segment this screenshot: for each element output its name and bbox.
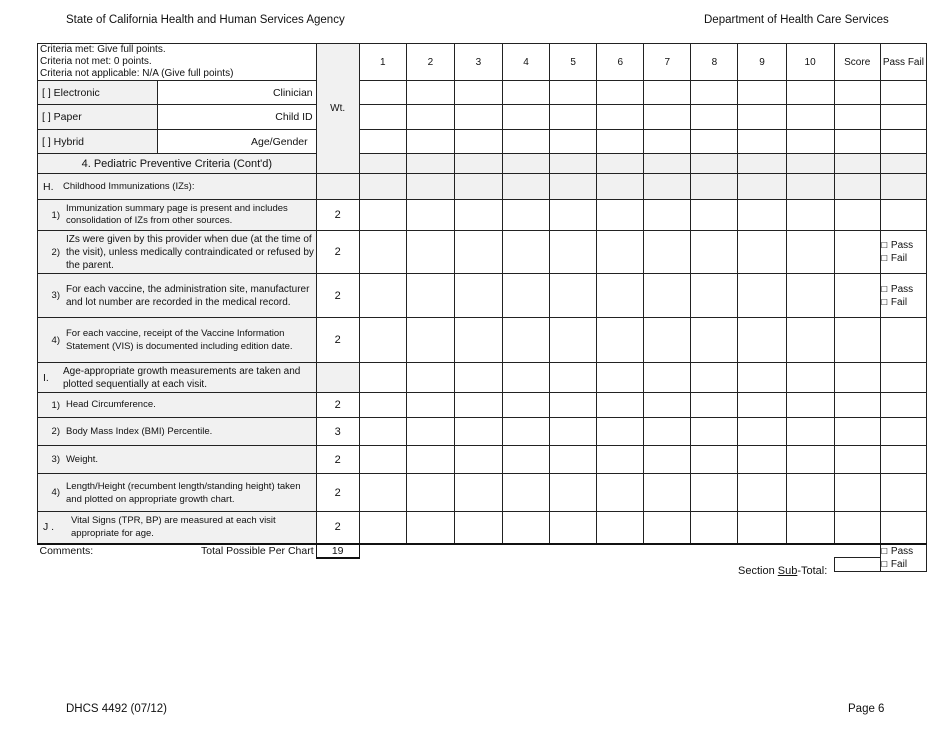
- criteria-text: 4) For each vaccine, receipt of the Vaccine Information Statement (VIS) is documented including edition date.: [38, 318, 317, 363]
- section-title: 4. Pediatric Preventive Criteria (Cont'd): [38, 154, 317, 174]
- weight-value: 3: [316, 418, 359, 446]
- criteria-legend: Criteria met: Give full points. Criteria not met: 0 points. Criteria not applicable: N/A (Give full points): [38, 44, 317, 81]
- cell[interactable]: [880, 130, 926, 154]
- shaded-cell: [550, 154, 597, 174]
- cell[interactable]: [503, 231, 550, 274]
- clinician-field[interactable]: Clinician: [158, 81, 316, 105]
- cell[interactable]: [880, 200, 926, 231]
- cell[interactable]: [597, 512, 644, 544]
- cell[interactable]: [406, 418, 454, 446]
- shaded-cell: [786, 154, 834, 174]
- cell[interactable]: [834, 130, 880, 154]
- cell[interactable]: [550, 446, 597, 474]
- cell[interactable]: [786, 474, 834, 512]
- criteria-text: 4) Length/Height (recumbent length/standing height) taken and plotted on appropriate growth chart.: [38, 474, 317, 512]
- cell[interactable]: [738, 446, 786, 474]
- chart-col-6: 6: [597, 44, 644, 81]
- cell[interactable]: [786, 200, 834, 231]
- cell[interactable]: [786, 274, 834, 318]
- cell[interactable]: [738, 318, 786, 363]
- cell[interactable]: [597, 363, 644, 393]
- child-id-field[interactable]: Child ID: [158, 105, 316, 130]
- criteria-row: [38, 418, 927, 446]
- criteria-row: [38, 200, 927, 231]
- cell[interactable]: [454, 318, 502, 363]
- cell[interactable]: [503, 130, 550, 154]
- shaded-cell: [316, 174, 359, 200]
- cell[interactable]: [834, 231, 880, 274]
- department-name: Department of Health Care Services: [704, 14, 889, 26]
- cell[interactable]: [454, 130, 502, 154]
- cell[interactable]: [786, 81, 834, 105]
- shaded-cell: [406, 174, 454, 200]
- cell[interactable]: [359, 274, 406, 318]
- cell[interactable]: [406, 81, 454, 105]
- cell[interactable]: [550, 363, 597, 393]
- cell[interactable]: [691, 418, 738, 446]
- record-type-paper[interactable]: [ ] Paper: [38, 105, 158, 130]
- cell[interactable]: [550, 474, 597, 512]
- cell[interactable]: [880, 105, 926, 130]
- group-j-row: [38, 512, 927, 544]
- cell[interactable]: [359, 130, 406, 154]
- criteria-row: [38, 474, 927, 512]
- section-title-row: [38, 154, 927, 174]
- cell[interactable]: [691, 474, 738, 512]
- cell[interactable]: [691, 318, 738, 363]
- cell[interactable]: [406, 130, 454, 154]
- cell[interactable]: [359, 200, 406, 231]
- cell[interactable]: [786, 318, 834, 363]
- group-j-heading: J . Vital Signs (TPR, BP) are measured at each visit appropriate for age.: [38, 512, 317, 544]
- shaded-cell: [691, 154, 738, 174]
- cell[interactable]: [359, 105, 406, 130]
- shaded-cell: [597, 174, 644, 200]
- shaded-cell: [644, 174, 691, 200]
- cell[interactable]: [834, 318, 880, 363]
- shaded-cell: [316, 363, 359, 393]
- cell[interactable]: [644, 418, 691, 446]
- cell[interactable]: [454, 274, 502, 318]
- cell[interactable]: [454, 512, 502, 544]
- fail-checkbox[interactable]: ☐ Fail: [880, 253, 908, 264]
- shaded-cell: [550, 174, 597, 200]
- weight-value: 2: [316, 446, 359, 474]
- cell[interactable]: [644, 231, 691, 274]
- pass-fail-checkboxes[interactable]: [880, 231, 926, 274]
- electronic-row: [38, 81, 927, 105]
- cell[interactable]: [738, 418, 786, 446]
- criteria-text: 3) For each vaccine, the administration site, manufacturer and lot number are recorded in the medical record.: [38, 274, 317, 318]
- cell[interactable]: [738, 274, 786, 318]
- shaded-cell: [738, 154, 786, 174]
- cell[interactable]: [834, 418, 880, 446]
- criteria-row: [38, 318, 927, 363]
- cell[interactable]: [503, 363, 550, 393]
- shaded-cell: [738, 174, 786, 200]
- pass-checkbox[interactable]: ☐ Pass: [880, 283, 914, 295]
- shaded-cell: [880, 154, 926, 174]
- cell[interactable]: [503, 418, 550, 446]
- criteria-row: [38, 231, 927, 274]
- cell[interactable]: [834, 81, 880, 105]
- cell[interactable]: [454, 105, 502, 130]
- page-number: Page 6: [848, 703, 885, 715]
- cell[interactable]: [597, 274, 644, 318]
- cell[interactable]: [597, 81, 644, 105]
- cell[interactable]: [597, 474, 644, 512]
- cell[interactable]: [597, 231, 644, 274]
- cell[interactable]: [503, 274, 550, 318]
- shaded-cell: [454, 174, 502, 200]
- cell[interactable]: [834, 105, 880, 130]
- cell[interactable]: [597, 105, 644, 130]
- cell[interactable]: [786, 393, 834, 418]
- chart-col-4: 4: [503, 44, 550, 81]
- chart-col-9: 9: [738, 44, 786, 81]
- totals-row: [38, 544, 927, 558]
- shaded-cell: [834, 174, 880, 200]
- shaded-cell: [359, 154, 406, 174]
- cell[interactable]: [786, 418, 834, 446]
- cell[interactable]: [454, 474, 502, 512]
- criteria-row: [38, 393, 927, 418]
- section-subtotal-label: Section Sub-Total:: [738, 565, 828, 577]
- cell[interactable]: [597, 446, 644, 474]
- record-type-hybrid[interactable]: [ ] Hybrid: [38, 130, 158, 154]
- cell[interactable]: [359, 393, 406, 418]
- record-type-electronic[interactable]: [ ] Electronic: [38, 81, 158, 105]
- weight-value: 2: [316, 474, 359, 512]
- chart-col-3: 3: [454, 44, 502, 81]
- cell[interactable]: [691, 393, 738, 418]
- cell[interactable]: [644, 474, 691, 512]
- subtotal-pass-fail[interactable]: [880, 544, 926, 572]
- shaded-cell: [503, 154, 550, 174]
- cell[interactable]: [738, 130, 786, 154]
- cell[interactable]: [786, 363, 834, 393]
- criteria-row: [38, 446, 927, 474]
- cell[interactable]: [691, 130, 738, 154]
- weight-value: 2: [316, 231, 359, 274]
- age-gender-field[interactable]: Age/Gender: [158, 130, 316, 154]
- shaded-cell: [406, 154, 454, 174]
- shaded-cell: [503, 174, 550, 200]
- cell[interactable]: [406, 274, 454, 318]
- weight-value: 2: [316, 512, 359, 544]
- cell[interactable]: [644, 363, 691, 393]
- cell[interactable]: [738, 200, 786, 231]
- cell[interactable]: [834, 512, 880, 544]
- form-id: DHCS 4492 (07/12): [66, 703, 167, 715]
- cell[interactable]: [834, 474, 880, 512]
- cell[interactable]: [550, 512, 597, 544]
- cell[interactable]: [880, 418, 926, 446]
- cell[interactable]: [880, 81, 926, 105]
- cell[interactable]: [503, 474, 550, 512]
- cell[interactable]: [503, 393, 550, 418]
- cell[interactable]: [597, 130, 644, 154]
- comments-label: Comments:: [39, 545, 94, 558]
- subtotal-input[interactable]: [834, 558, 880, 571]
- weight-value: 2: [316, 318, 359, 363]
- cell[interactable]: [550, 81, 597, 105]
- cell[interactable]: [597, 393, 644, 418]
- header-row: [38, 44, 927, 81]
- chart-col-7: 7: [644, 44, 691, 81]
- hybrid-row: [38, 130, 927, 154]
- chart-col-10: 10: [786, 44, 834, 81]
- cell[interactable]: [644, 274, 691, 318]
- fail-checkbox[interactable]: ☐ Fail: [880, 296, 908, 308]
- cell[interactable]: [691, 512, 738, 544]
- cell[interactable]: [786, 130, 834, 154]
- spacer: [38, 558, 835, 571]
- shaded-cell: [644, 154, 691, 174]
- weight-header: Wt.: [316, 44, 359, 174]
- cell[interactable]: [550, 418, 597, 446]
- cell[interactable]: [880, 318, 926, 363]
- paper-row: [38, 105, 927, 130]
- chart-col-1: 1: [359, 44, 406, 81]
- cell[interactable]: [359, 231, 406, 274]
- criteria-text: 1) Head Circumference.: [38, 393, 317, 418]
- cell[interactable]: [550, 393, 597, 418]
- cell[interactable]: [359, 418, 406, 446]
- cell[interactable]: [406, 474, 454, 512]
- cell[interactable]: [406, 393, 454, 418]
- cell[interactable]: [786, 512, 834, 544]
- chart-col-5: 5: [550, 44, 597, 81]
- cell[interactable]: [454, 363, 502, 393]
- cell[interactable]: [406, 512, 454, 544]
- pass-checkbox[interactable]: ☐ Pass: [880, 240, 914, 251]
- shaded-cell: [834, 154, 880, 174]
- fail-checkbox[interactable]: ☐ Fail: [880, 558, 908, 570]
- total-possible-label: Total Possible Per Chart: [200, 545, 314, 558]
- cell[interactable]: [406, 105, 454, 130]
- total-possible-value: 19: [316, 544, 359, 558]
- cell[interactable]: [834, 363, 880, 393]
- cell[interactable]: [503, 200, 550, 231]
- shaded-cell: [359, 174, 406, 200]
- criteria-row: [38, 274, 927, 318]
- shaded-cell: [691, 174, 738, 200]
- spacer: [834, 544, 880, 558]
- cell[interactable]: [454, 200, 502, 231]
- cell[interactable]: [550, 231, 597, 274]
- cell[interactable]: [406, 200, 454, 231]
- criteria-table: [37, 43, 927, 572]
- cell[interactable]: [644, 446, 691, 474]
- cell[interactable]: [359, 446, 406, 474]
- cell[interactable]: [691, 200, 738, 231]
- cell[interactable]: [503, 446, 550, 474]
- pass-fail-header: Pass Fail: [880, 44, 926, 81]
- cell[interactable]: [503, 105, 550, 130]
- cell[interactable]: [644, 318, 691, 363]
- cell[interactable]: [786, 231, 834, 274]
- chart-col-8: 8: [691, 44, 738, 81]
- cell[interactable]: [454, 418, 502, 446]
- cell[interactable]: [691, 105, 738, 130]
- cell[interactable]: [550, 318, 597, 363]
- cell[interactable]: [644, 393, 691, 418]
- spacer: [359, 544, 834, 558]
- cell[interactable]: [597, 418, 644, 446]
- criteria-text: 2) Body Mass Index (BMI) Percentile.: [38, 418, 317, 446]
- cell[interactable]: [691, 363, 738, 393]
- cell[interactable]: [738, 474, 786, 512]
- cell[interactable]: [834, 446, 880, 474]
- cell[interactable]: [406, 231, 454, 274]
- agency-name: State of California Health and Human Services Agency: [66, 14, 345, 26]
- cell[interactable]: [406, 363, 454, 393]
- cell[interactable]: [359, 363, 406, 393]
- group-i-heading: I. Age-appropriate growth measurements are taken and plotted sequentially at each visit.: [38, 363, 317, 393]
- cell[interactable]: [644, 512, 691, 544]
- cell[interactable]: [786, 446, 834, 474]
- cell[interactable]: [691, 231, 738, 274]
- criteria-text: 2) IZs were given by this provider when due (at the time of the visit), unless medically contraindicated or refused by the parent.: [38, 231, 317, 274]
- weight-value: 2: [316, 200, 359, 231]
- cell[interactable]: [738, 363, 786, 393]
- cell[interactable]: [738, 393, 786, 418]
- cell[interactable]: [454, 446, 502, 474]
- cell[interactable]: [738, 512, 786, 544]
- cell[interactable]: [880, 512, 926, 544]
- cell[interactable]: [880, 393, 926, 418]
- cell[interactable]: [880, 446, 926, 474]
- pass-fail-checkboxes[interactable]: [880, 274, 926, 318]
- cell[interactable]: [550, 274, 597, 318]
- group-i-row: [38, 363, 927, 393]
- cell[interactable]: [644, 105, 691, 130]
- cell[interactable]: [359, 474, 406, 512]
- cell[interactable]: [691, 446, 738, 474]
- cell[interactable]: [691, 81, 738, 105]
- shaded-cell: [786, 174, 834, 200]
- pass-checkbox[interactable]: ☐ Pass: [880, 545, 914, 557]
- cell[interactable]: [359, 512, 406, 544]
- weight-value: 2: [316, 393, 359, 418]
- cell[interactable]: [644, 130, 691, 154]
- cell[interactable]: [834, 274, 880, 318]
- cell[interactable]: [644, 200, 691, 231]
- cell[interactable]: [738, 105, 786, 130]
- criteria-text: 1) Immunization summary page is present and includes consolidation of IZs from other sources.: [38, 200, 317, 231]
- cell[interactable]: [454, 393, 502, 418]
- cell[interactable]: [834, 393, 880, 418]
- cell[interactable]: [406, 318, 454, 363]
- cell[interactable]: [550, 200, 597, 231]
- cell[interactable]: [786, 105, 834, 130]
- cell[interactable]: [597, 200, 644, 231]
- cell[interactable]: [880, 474, 926, 512]
- cell[interactable]: [359, 81, 406, 105]
- cell[interactable]: [359, 318, 406, 363]
- shaded-cell: [454, 154, 502, 174]
- cell[interactable]: [738, 231, 786, 274]
- cell[interactable]: [691, 274, 738, 318]
- weight-value: 2: [316, 274, 359, 318]
- shaded-cell: [597, 154, 644, 174]
- cell[interactable]: [503, 81, 550, 105]
- cell[interactable]: [834, 200, 880, 231]
- score-header: Score: [834, 44, 880, 81]
- cell[interactable]: [738, 81, 786, 105]
- cell[interactable]: [503, 318, 550, 363]
- cell[interactable]: [406, 446, 454, 474]
- cell[interactable]: [550, 130, 597, 154]
- cell[interactable]: [550, 105, 597, 130]
- group-h-heading: H. Childhood Immunizations (IZs):: [38, 174, 317, 200]
- cell[interactable]: [454, 231, 502, 274]
- cell[interactable]: [454, 81, 502, 105]
- cell[interactable]: [503, 512, 550, 544]
- cell[interactable]: [644, 81, 691, 105]
- cell[interactable]: [597, 318, 644, 363]
- cell[interactable]: [880, 363, 926, 393]
- shaded-cell: [880, 174, 926, 200]
- chart-col-2: 2: [406, 44, 454, 81]
- criteria-text: 3) Weight.: [38, 446, 317, 474]
- group-h-row: [38, 174, 927, 200]
